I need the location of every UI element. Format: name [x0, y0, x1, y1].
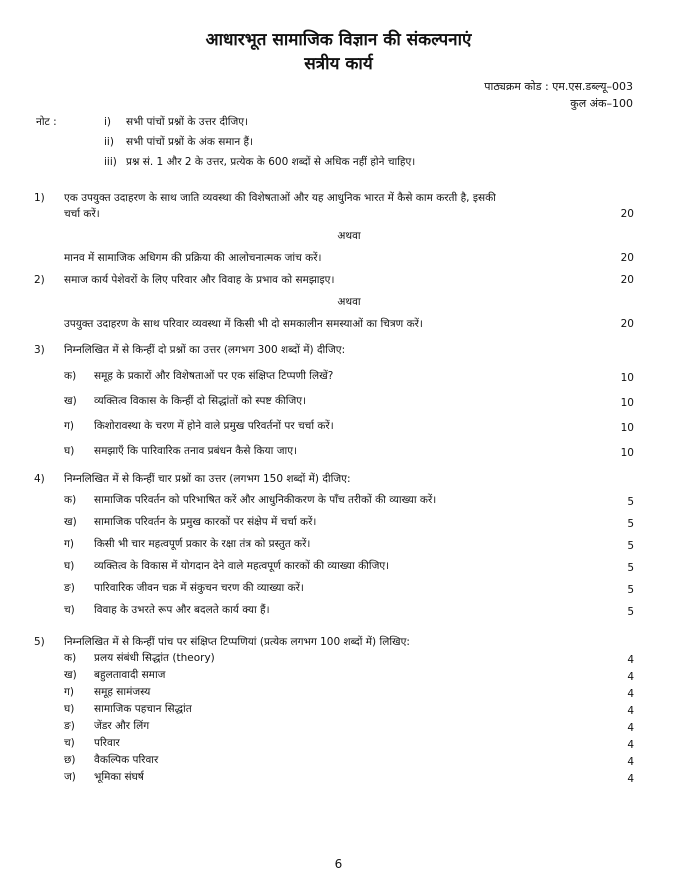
sub-question-marks: 10 — [620, 372, 634, 384]
sub-question — [64, 490, 634, 512]
notes-section — [36, 114, 646, 174]
sub-question-text: समझाएँ कि पारिवारिक तनाव प्रबंधन कैसे किया जाए। — [94, 445, 297, 457]
sub-question — [64, 667, 634, 684]
note-item — [36, 114, 646, 134]
question-text-cont — [64, 206, 634, 222]
sub-question-text: पारिवारिक जीवन चक्र में संकुचन चरण की व्याख्या करें। — [94, 582, 304, 594]
sub-question-marks: 5 — [627, 518, 634, 530]
sub-question-label: ङ) — [64, 582, 75, 594]
question-1 — [34, 190, 634, 266]
question-4 — [34, 471, 634, 622]
alternative-marks: 20 — [620, 252, 634, 264]
sub-question-label: क) — [64, 494, 77, 506]
sub-question — [64, 752, 634, 769]
sub-question-marks: 10 — [620, 447, 634, 459]
sub-question-marks: 10 — [620, 422, 634, 434]
sub-question-label: क) — [64, 370, 77, 382]
sub-question-label: घ) — [64, 445, 75, 457]
question-text-line2: चर्चा करें। — [64, 208, 100, 220]
page-number: 6 — [334, 857, 343, 871]
note-text: प्रश्न सं. 1 और 2 के उत्तर, प्रत्येक के 600 शब्दों से अधिक नहीं होने चाहिए। — [126, 156, 416, 168]
question-5 — [34, 634, 634, 786]
sub-question-text: भूमिका संघर्ष — [94, 771, 144, 783]
alternative-text: उपयुक्त उदाहरण के साथ परिवार व्यवस्था में किसी भी दो समकालीन समस्याओं का चित्रण करें। — [64, 318, 423, 330]
sub-question — [64, 600, 634, 622]
sub-question-text: व्यक्तित्व के विकास में योगदान देने वाले महत्वपूर्ण कारकों की व्याख्या कीजिए। — [94, 560, 390, 572]
sub-question-marks: 4 — [627, 773, 634, 785]
note-number: ii) — [104, 136, 114, 148]
note-item — [36, 134, 646, 154]
note-number: iii) — [104, 156, 117, 168]
sub-question-label: ग) — [64, 538, 75, 550]
sub-question-list — [64, 490, 634, 622]
sub-question-marks: 4 — [627, 722, 634, 734]
sub-question-marks: 4 — [627, 671, 634, 683]
sub-question-marks: 5 — [627, 606, 634, 618]
sub-question-marks: 4 — [627, 705, 634, 717]
sub-question-label: ख) — [64, 395, 77, 407]
sub-question-text: समूह के प्रकारों और विशेषताओं पर एक संक्षिप्त टिप्पणी लिखें? — [94, 370, 334, 382]
sub-question — [64, 718, 634, 735]
sub-question-text: किशोरावस्था के चरण में होने वाले प्रमुख परिवर्तनों पर चर्चा करें। — [94, 420, 334, 432]
sub-question — [64, 366, 634, 391]
sub-question — [64, 684, 634, 701]
question-3 — [34, 342, 634, 466]
sub-question-label: च) — [64, 737, 75, 749]
sub-question-marks: 5 — [627, 540, 634, 552]
question-text: निम्नलिखित में से किन्हीं चार प्रश्नों का उत्तर (लगभग 150 शब्दों में) दीजिए: — [64, 473, 351, 485]
question-text: एक उपयुक्त उदाहरण के साथ जाति व्यवस्था की विशेषताओं और यह आधुनिक भारत में कैसे काम करती है, इसकी — [64, 192, 496, 204]
sub-question-text: वैकल्पिक परिवार — [94, 754, 159, 766]
question-text: निम्नलिखित में से किन्हीं दो प्रश्नों का उत्तर (लगभग 300 शब्दों में) दीजिए: — [64, 344, 346, 356]
sub-question-label: छ) — [64, 754, 76, 766]
sub-question-text: सामाजिक परिवर्तन को परिभाषित करें और आधुनिकीकरण के पाँच तरीकों की व्याख्या करें। — [94, 494, 437, 506]
sub-question-text: सामाजिक पहचान सिद्धांत — [94, 703, 192, 715]
sub-question-marks: 4 — [627, 739, 634, 751]
document-subtitle: सत्रीय कार्य — [304, 54, 373, 74]
sub-question-label: ग) — [64, 686, 75, 698]
sub-question — [64, 701, 634, 718]
sub-question-text: बहुलतावादी समाज — [94, 669, 166, 681]
sub-question-label: घ) — [64, 560, 75, 572]
sub-question-marks: 4 — [627, 688, 634, 700]
sub-question-label: ग) — [64, 420, 75, 432]
alternative-question — [64, 250, 634, 266]
alternative-text: मानव में सामाजिक अधिगम की प्रक्रिया की आलोचनात्मक जांच करें। — [64, 252, 322, 264]
question-2 — [34, 272, 634, 332]
sub-question — [64, 416, 634, 441]
sub-question-marks: 10 — [620, 397, 634, 409]
sub-question-text: सामाजिक परिवर्तन के प्रमुख कारकों पर संक्षेप में चर्चा करें। — [94, 516, 317, 528]
sub-question-text: समूह सामंजस्य — [94, 686, 151, 698]
question-line — [64, 272, 634, 288]
alternative-marks: 20 — [620, 318, 634, 330]
sub-question-text: जेंडर और लिंग — [94, 720, 150, 732]
sub-question — [64, 534, 634, 556]
question-text: समाज कार्य पेशेवरों के लिए परिवार और विवाह के प्रभाव को समझाइए। — [64, 274, 335, 286]
question-number: 4) — [34, 473, 45, 485]
sub-question — [64, 391, 634, 416]
sub-question-marks: 5 — [627, 584, 634, 596]
sub-question — [64, 650, 634, 667]
sub-question-text: किसी भी चार महत्वपूर्ण प्रकार के रक्षा तंत्र को प्रस्तुत करें। — [94, 538, 311, 550]
sub-question-list — [64, 650, 634, 786]
sub-question-label: ख) — [64, 669, 77, 681]
note-item — [36, 154, 646, 174]
sub-question-label: घ) — [64, 703, 75, 715]
sub-question-marks: 5 — [627, 496, 634, 508]
question-number: 2) — [34, 274, 45, 286]
sub-question-text: प्रलय संबंधी सिद्धांत (theory) — [94, 652, 215, 664]
or-separator: अथवा — [337, 296, 361, 308]
sub-question-label: क) — [64, 652, 77, 664]
sub-question — [64, 578, 634, 600]
sub-question — [64, 441, 634, 466]
notes-label: नोट : — [36, 116, 57, 128]
sub-question-marks: 5 — [627, 562, 634, 574]
sub-question-label: ख) — [64, 516, 77, 528]
document-title: आधारभूत सामाजिक विज्ञान की संकल्पनाएं — [205, 30, 472, 50]
total-marks: कुल अंक–100 — [570, 97, 633, 110]
note-number: i) — [104, 116, 112, 128]
or-separator: अथवा — [337, 230, 361, 242]
sub-question — [64, 735, 634, 752]
sub-question — [64, 512, 634, 534]
sub-question-text: व्यक्तित्व विकास के किन्हीं दो सिद्धांतों को स्पष्ट कीजिए। — [94, 395, 307, 407]
sub-question-label: ज) — [64, 771, 76, 783]
sub-question-label: च) — [64, 604, 75, 616]
sub-question-marks: 4 — [627, 756, 634, 768]
sub-question-label: ङ) — [64, 720, 75, 732]
question-number: 5) — [34, 636, 45, 648]
course-code: पाठ्यक्रम कोड : एम.एस.डब्ल्यू–003 — [484, 80, 633, 93]
sub-question-text: विवाह के उभरते रूप और बदलते कार्य क्या हैं। — [94, 604, 270, 616]
note-text: सभी पांचों प्रश्नों के अंक समान हैं। — [126, 136, 254, 148]
question-marks: 20 — [620, 274, 634, 286]
sub-question-marks: 4 — [627, 654, 634, 666]
sub-question-text: परिवार — [94, 737, 120, 749]
alternative-question — [64, 316, 634, 332]
question-number: 1) — [34, 192, 45, 204]
sub-question-list — [64, 366, 634, 466]
question-marks: 20 — [620, 208, 634, 220]
question-number: 3) — [34, 344, 45, 356]
sub-question — [64, 556, 634, 578]
sub-question — [64, 769, 634, 786]
question-text: निम्नलिखित में से किन्हीं पांच पर संक्षिप्त टिप्पणियां (प्रत्येक लगभग 100 शब्दों में) लिखिए: — [64, 636, 410, 648]
note-text: सभी पांचों प्रश्नों के उत्तर दीजिए। — [126, 116, 249, 128]
